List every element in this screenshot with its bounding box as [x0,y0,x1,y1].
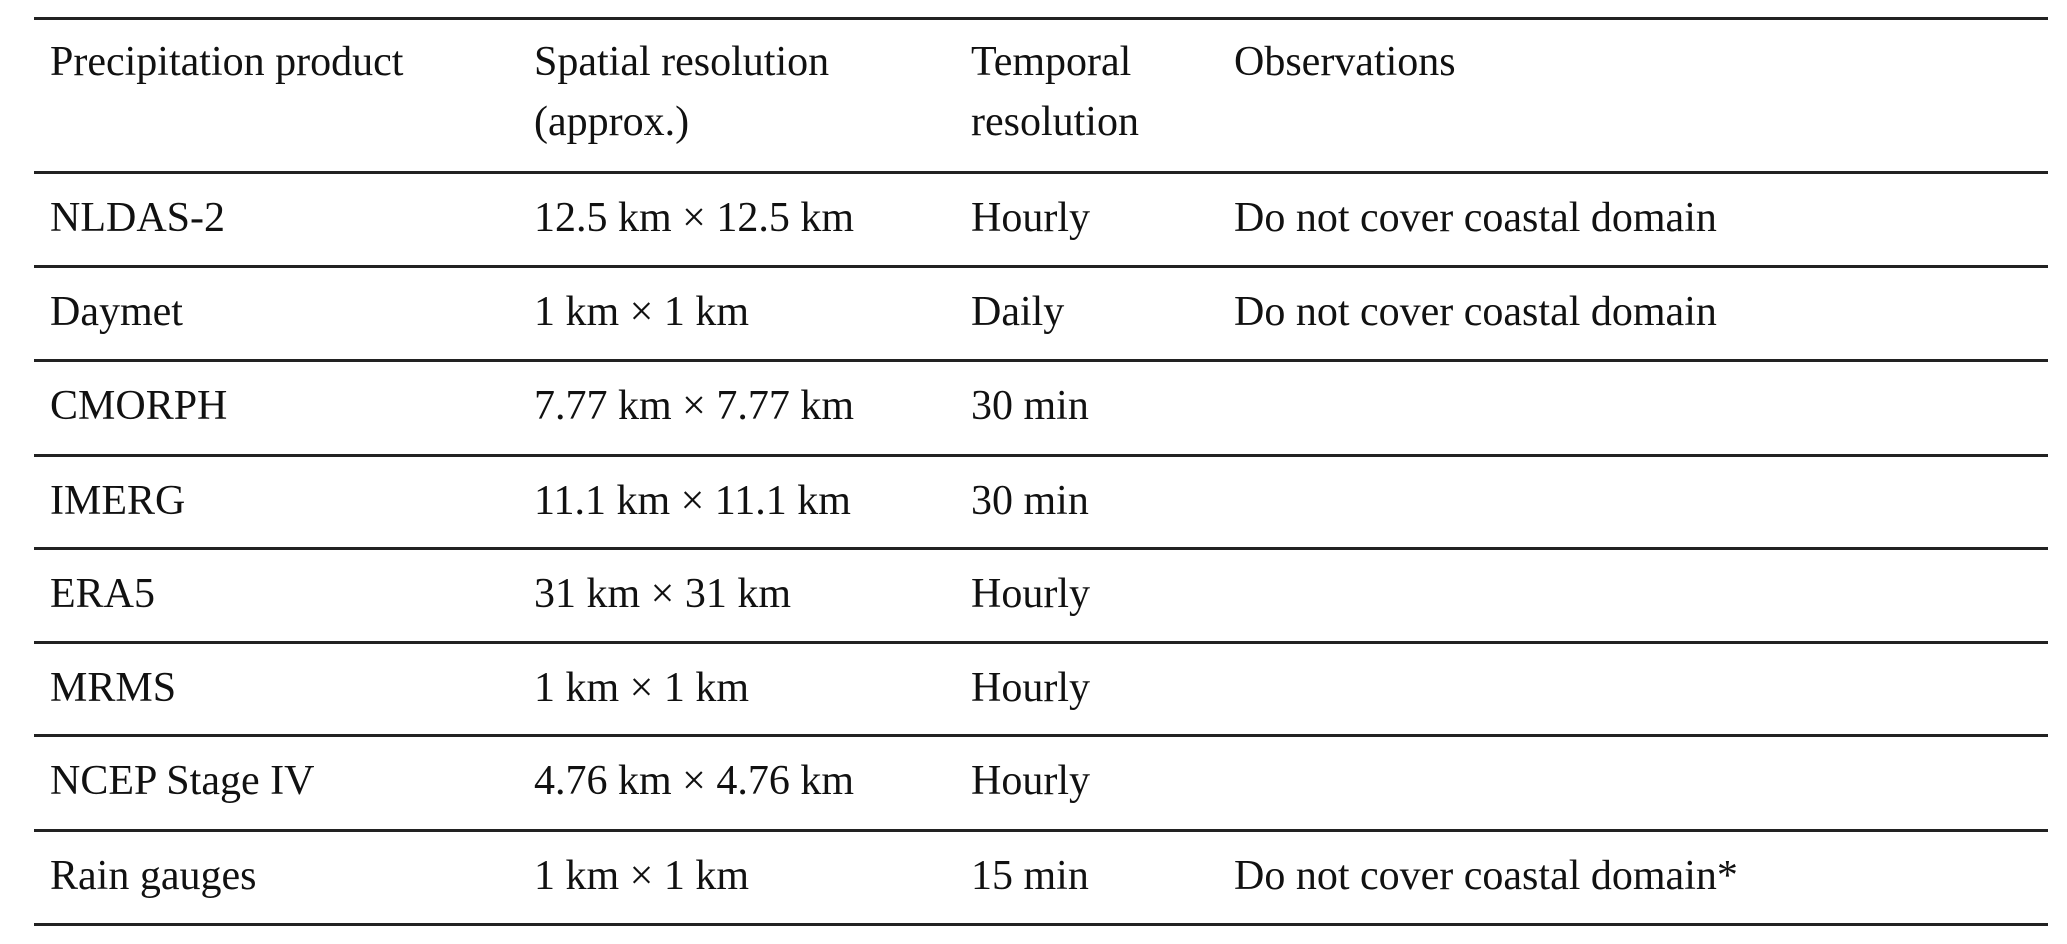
cell-observations: Do not cover coastal domain* [1234,853,1738,899]
row-rule [34,547,2048,550]
row-rule [34,829,2048,832]
cell-temporal: 30 min [971,383,1089,429]
cell-product: ERA5 [50,571,155,617]
cell-product: NLDAS-2 [50,195,225,241]
row-rule [34,923,2048,926]
cell-temporal: Hourly [971,571,1090,617]
cell-observations: Do not cover coastal domain [1234,289,1717,335]
cell-observations: Do not cover coastal domain [1234,195,1717,241]
cell-spatial: 4.76 km × 4.76 km [534,758,855,804]
row-rule [34,641,2048,644]
header-temporal-line2: resolution [971,99,1139,145]
cell-temporal: 15 min [971,853,1089,899]
header-spatial-line1: Spatial resolution [534,39,830,85]
cell-spatial: 7.77 km × 7.77 km [534,383,855,429]
cell-temporal: Hourly [971,195,1090,241]
header-rule [34,171,2048,174]
top-rule [34,17,2048,20]
row-rule [34,454,2048,457]
cell-spatial: 11.1 km × 11.1 km [534,478,851,524]
row-rule [34,359,2048,362]
cell-product: IMERG [50,478,186,524]
cell-temporal: Hourly [971,665,1090,711]
cell-temporal: Daily [971,289,1065,335]
row-rule [34,265,2048,268]
header-temporal-line1: Temporal [971,39,1132,85]
cell-temporal: 30 min [971,478,1089,524]
cell-product: MRMS [50,665,177,711]
cell-spatial: 1 km × 1 km [534,665,750,711]
cell-temporal: Hourly [971,758,1090,804]
cell-product: NCEP Stage IV [50,758,315,804]
cell-spatial: 31 km × 31 km [534,571,792,617]
cell-product: CMORPH [50,383,228,429]
row-rule [34,734,2048,737]
cell-product: Rain gauges [50,853,257,899]
header-product: Precipitation product [50,39,404,85]
header-observations: Observations [1234,39,1456,85]
cell-spatial: 1 km × 1 km [534,853,750,899]
cell-spatial: 12.5 km × 12.5 km [534,195,855,241]
cell-product: Daymet [50,289,183,335]
cell-spatial: 1 km × 1 km [534,289,750,335]
header-spatial-line2: (approx.) [534,99,690,145]
